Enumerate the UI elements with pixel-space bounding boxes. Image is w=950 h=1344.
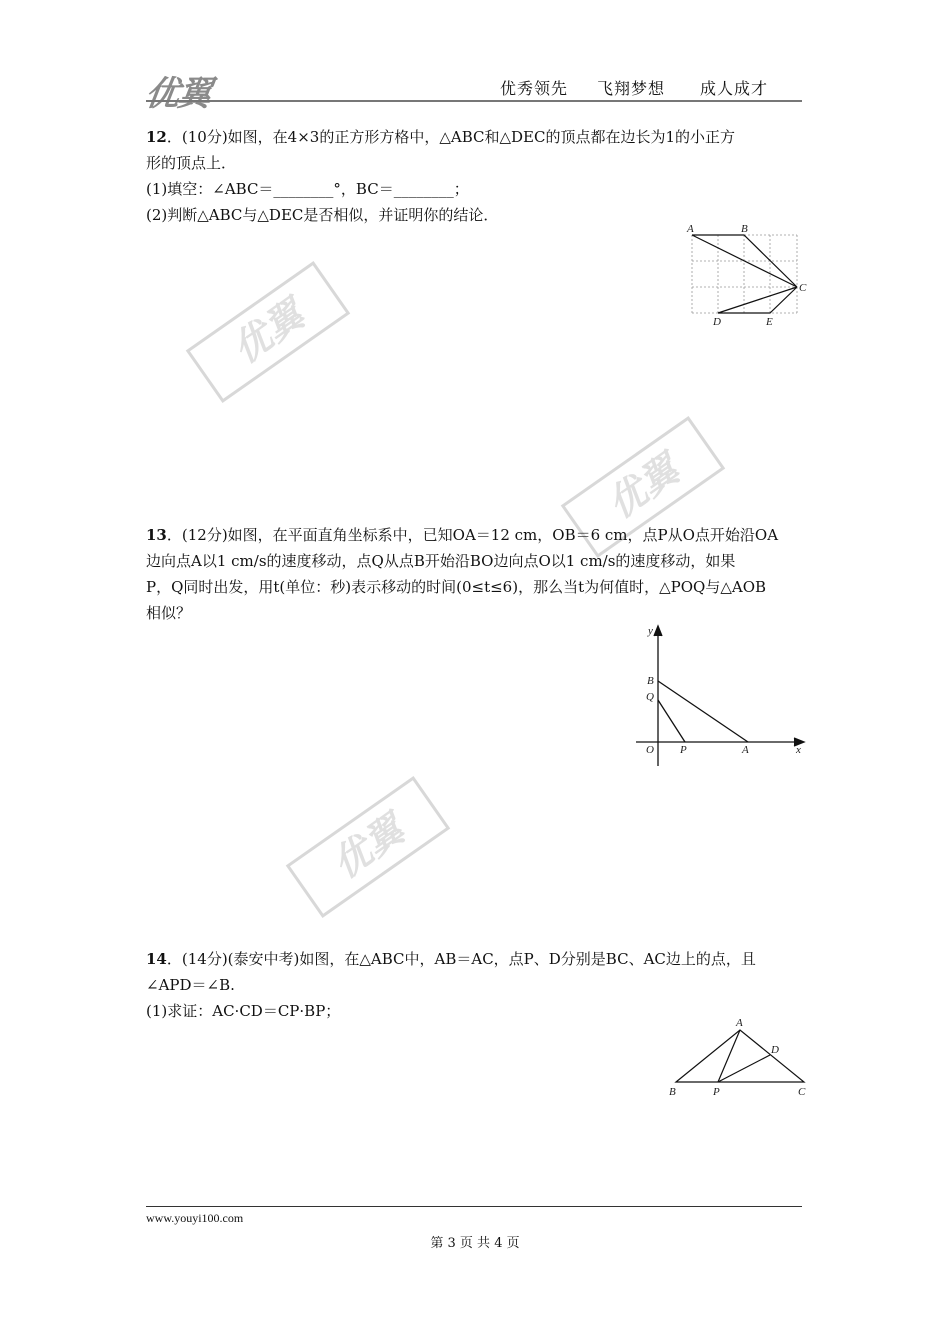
- figure-coordinate-plane: [630, 620, 810, 770]
- question-text: ∠APD＝∠B.: [146, 976, 235, 994]
- question-text: 相似？: [146, 604, 192, 622]
- header-rule: [146, 100, 802, 102]
- question-part-1: (1)填空：∠ABC＝________°，BC＝________；: [146, 180, 469, 198]
- question-number: 13: [146, 526, 167, 544]
- label-c: C: [798, 1086, 806, 1098]
- label-a: A: [736, 1017, 743, 1029]
- label-e: E: [766, 316, 773, 328]
- slogan-2: 飞翔梦想: [597, 79, 666, 98]
- question-text: P，Q同时出发，用t(单位：秒)表示移动的时间(0≤t≤6)，那么当t为何值时，△POQ与△AOB: [146, 578, 767, 596]
- label-o: O: [646, 744, 654, 756]
- question-text: ．(14分)(泰安中考)如图，在△ABC中，AB＝AC，点P、D分别是BC、AC边上的点，且: [166, 950, 756, 968]
- label-c: C: [799, 282, 807, 294]
- slogan-1: 优秀领先: [500, 79, 569, 98]
- page-number: 第 3 页 共 4 页: [430, 1236, 520, 1251]
- watermark: 优翼: [561, 416, 725, 558]
- figure-grid-triangles: [684, 222, 814, 330]
- label-b: B: [741, 223, 748, 235]
- question-13: [146, 522, 806, 626]
- watermark: 优翼: [186, 261, 350, 403]
- label-d: D: [771, 1044, 779, 1056]
- label-x-axis: x: [796, 744, 801, 756]
- label-a: A: [687, 223, 694, 235]
- logo: 优翼: [142, 74, 213, 114]
- question-part-2: (2)判断△ABC与△DEC是否相似，并证明你的结论．: [146, 206, 499, 224]
- label-y-axis: y: [648, 625, 653, 637]
- question-14: [146, 946, 806, 1024]
- question-text: 边向点A以1 cm/s的速度移动，点Q从点B开始沿BO边向点O以1 cm/s的速度移动，如果: [146, 552, 736, 570]
- label-d: D: [713, 316, 721, 328]
- question-12: [146, 124, 806, 228]
- question-part-1: (1)求证：AC·CD＝CP·BP；: [146, 1002, 341, 1020]
- question-text: ．(10分)如图，在4×3的正方形方格中，△ABC和△DEC的顶点都在边长为1的小正方: [166, 128, 736, 146]
- label-b: B: [647, 675, 654, 687]
- label-q: Q: [646, 691, 654, 703]
- footer-url: www.youyi100.com: [146, 1211, 244, 1225]
- slogan-3: 成人成才: [700, 79, 769, 98]
- question-number: 14: [146, 950, 167, 968]
- label-b: B: [669, 1086, 676, 1098]
- label-a: A: [742, 744, 749, 756]
- question-text: ．(12分)如图，在平面直角坐标系中，已知OA＝12 cm，OB＝6 cm，点P从O点开始沿OA: [166, 526, 779, 544]
- watermark: 优翼: [286, 776, 450, 918]
- label-p: P: [680, 744, 687, 756]
- footer-rule: [146, 1206, 802, 1207]
- label-p: P: [713, 1086, 720, 1098]
- figure-triangle-apd: [664, 1014, 810, 1100]
- question-text: 形的顶点上．: [146, 154, 237, 172]
- question-number: 12: [146, 128, 167, 146]
